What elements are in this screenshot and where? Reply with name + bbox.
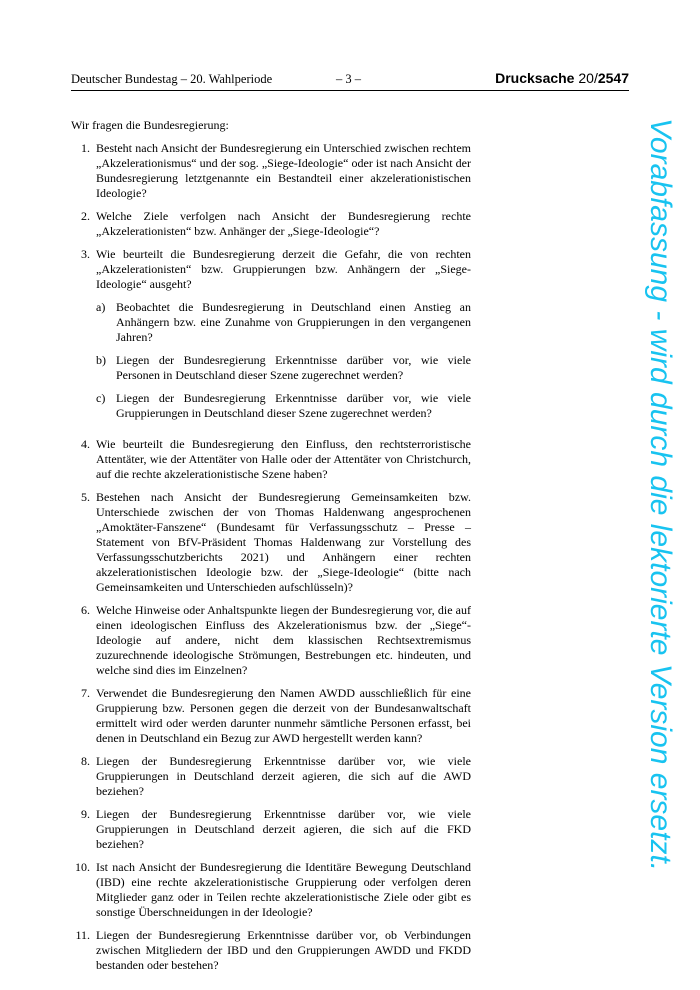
- question-text: Wie beurteilt die Bundesregierung den Einfluss, den rechtsterroristische Attentäter, wie der Attentäter von Halle oder der Attentäter von Christchurch, auf die rechte akzelerationistische Szene haben?: [96, 437, 471, 481]
- sub-question-item: [96, 391, 471, 421]
- sub-question-letter: b): [96, 353, 106, 367]
- question-text: Welche Ziele verfolgen nach Ansicht der Bundesregierung rechte „Akzelerationisten“ bzw. Anhänger der „Siege-Ideologie“?: [96, 209, 471, 238]
- question-number: 7.: [81, 686, 90, 700]
- sub-question-letter: c): [96, 391, 106, 405]
- question-text: Liegen der Bundesregierung Erkenntnisse darüber vor, wie viele Gruppierungen in Deutschland derzeit agieren, die sich auf die FKD beziehen?: [96, 807, 471, 851]
- question-list: [71, 141, 471, 973]
- question-item: [71, 928, 471, 973]
- question-text: Besteht nach Ansicht der Bundesregierung ein Unterschied zwischen rechtem „Akzelerationismus“ und der sog. „Siege-Ideologie“ oder ist nach Ansicht der Bundesregierung letztgenannte ein Bestandteil einer akzelerationistischen Ideologie?: [96, 141, 471, 200]
- question-body: [96, 807, 471, 852]
- question-number: 9.: [81, 807, 90, 821]
- question-number: 11.: [75, 928, 90, 942]
- question-body: [96, 860, 471, 920]
- question-body: [96, 247, 471, 429]
- question-text: Liegen der Bundesregierung Erkenntnisse darüber vor, ob Verbindungen zwischen Mitgliedern der IBD und den Gruppierungen AWDD und FKDD bestanden oder bestehen?: [96, 928, 471, 972]
- sub-question-text: Liegen der Bundesregierung Erkenntnisse darüber vor, wie viele Gruppierungen in Deutschland dieser Szene zugerechnet werden?: [116, 391, 471, 420]
- question-item: [71, 141, 471, 201]
- question-text: Welche Hinweise oder Anhaltspunkte liegen der Bundesregierung vor, die auf einen ideologischen Einfluss des Akzelerationismus bzw. der „Siege“-Ideologie auf andere, nicht dem klassischen Rechtsextremismus zuzurechnende ideologische Strömungen, Bestrebungen etc. hindeuten, und welche sind dies im Einzelnen?: [96, 603, 471, 677]
- question-body: [96, 928, 471, 973]
- sub-question-item: [96, 353, 471, 383]
- sub-question-text: Liegen der Bundesregierung Erkenntnisse darüber vor, wie viele Personen in Deutschland dieser Szene zugerechnet werden?: [116, 353, 471, 382]
- question-body: [96, 490, 471, 595]
- question-number: 6.: [81, 603, 90, 617]
- question-item: [71, 754, 471, 799]
- intro-text: Wir fragen die Bundesregierung:: [71, 118, 229, 132]
- sub-question-list: [96, 300, 471, 421]
- question-body: [96, 209, 471, 239]
- sub-question-text: Beobachtet die Bundesregierung in Deutschland einen Anstieg an Anhängern bzw. eine Zunahme von Gruppierungen in den vergangenen Jahren?: [116, 300, 471, 344]
- question-body: [96, 437, 471, 482]
- question-number: 8.: [81, 754, 90, 768]
- document-body: [71, 118, 471, 981]
- question-item: [71, 209, 471, 239]
- page-number: – 3 –: [336, 72, 361, 86]
- page-header: [71, 70, 629, 91]
- question-item: [71, 807, 471, 852]
- sub-question-item: [96, 300, 471, 345]
- question-item: [71, 603, 471, 678]
- question-text: Ist nach Ansicht der Bundesregierung die Identitäre Bewegung Deutschland (IBD) eine rechte akzelerationistische Gruppierung oder verfolgen deren Mitglieder ganz oder in Teilen rechte akzelerationistische Ziele oder gibt es sonstige Überschneidungen in der Ideologie?: [96, 860, 471, 919]
- question-body: [96, 754, 471, 799]
- question-number: 5.: [81, 490, 90, 504]
- question-text: Liegen der Bundesregierung Erkenntnisse darüber vor, wie viele Gruppierungen in Deutschland derzeit agieren, die sich auf die AWD beziehen?: [96, 754, 471, 798]
- watermark-text: Vorabfassung - wird durch die lektorierte Version ersetzt.: [644, 118, 677, 872]
- question-number: 1.: [81, 141, 90, 155]
- sub-question-letter: a): [96, 300, 106, 314]
- question-text: Verwendet die Bundesregierung den Namen AWDD ausschließlich für eine Gruppierung bzw. Personen gegen die derzeit von der Bundesanwaltschaft ermittelt wird oder werden darunter nunmehr sämtliche Personen erfasst, bei denen in Deutschland ein Bezug zur AWD hergestellt werden kann?: [96, 686, 471, 745]
- question-number: 3.: [81, 247, 90, 261]
- document-number-suffix: 2547: [597, 70, 629, 86]
- header-parliament: Deutscher Bundestag – 20. Wahlperiode: [71, 72, 273, 86]
- question-item: [71, 247, 471, 429]
- question-item: [71, 860, 471, 920]
- draft-watermark: [634, 118, 684, 888]
- document-number: [495, 70, 629, 86]
- question-item: [71, 490, 471, 595]
- document-label: Drucksache: [495, 70, 575, 86]
- question-number: 4.: [81, 437, 90, 451]
- question-text: Bestehen nach Ansicht der Bundesregierung Gemeinsamkeiten bzw. Unterschiede zwischen der von Thomas Haldenwang angesprochenen „Amoktäter-Fanszene“ (Bundesamt für Verfassungsschutz – Presse – Statement von BfV-Präsident Thomas Haldenwang zur Vorstellung des Verfassungsschutzberichts 2021) und Anhängern einer rechten akzelerationistischen Ideologie bzw. der „Siege-Ideologie“ (bitte nach Gemeinsamkeiten und Unterschieden aufschlüsseln)?: [96, 490, 471, 594]
- question-item: [71, 437, 471, 482]
- question-item: [71, 686, 471, 746]
- question-body: [96, 141, 471, 201]
- question-number: 10.: [75, 860, 90, 874]
- question-number: 2.: [81, 209, 90, 223]
- question-body: [96, 603, 471, 678]
- question-body: [96, 686, 471, 746]
- question-text: Wie beurteilt die Bundesregierung derzeit die Gefahr, die von rechten „Akzelerationisten“ bzw. Gruppierungen bzw. Anhängern der „Siege-Ideologie“ ausgeht?: [96, 247, 471, 291]
- document-number-prefix: 20/: [578, 70, 598, 86]
